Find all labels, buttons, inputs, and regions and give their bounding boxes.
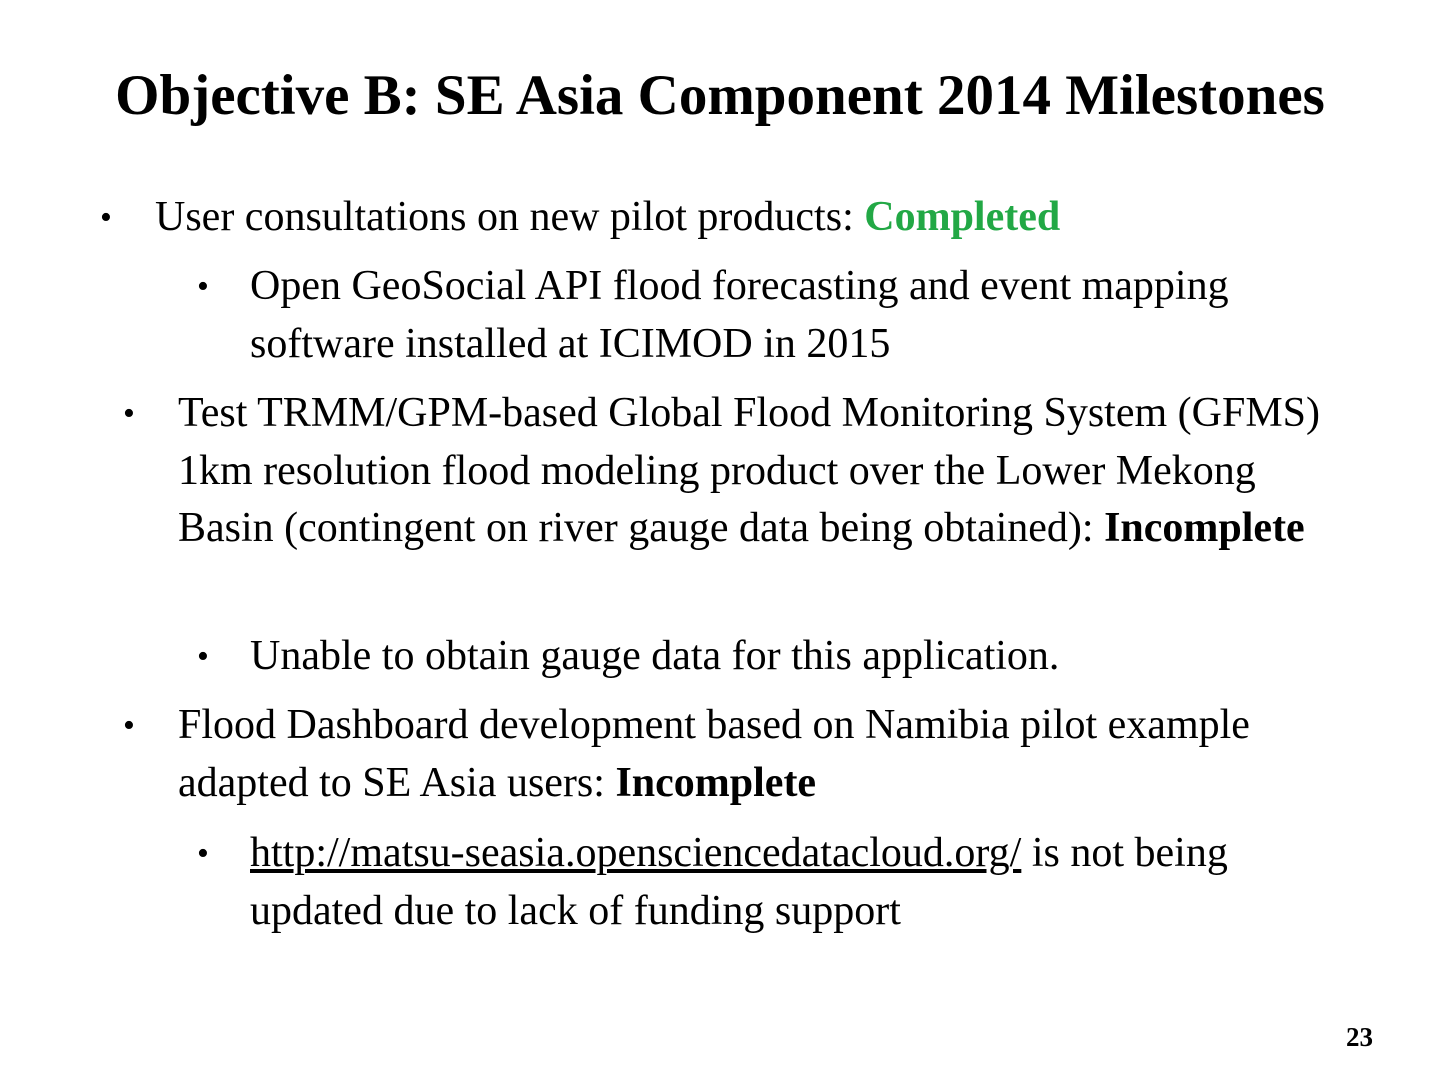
bullet-label: is not being updated due to lack of funding support [250,830,1228,934]
sub-bullet-geosocial-api [197,258,1320,373]
page-number: 23 [1346,1022,1373,1052]
bullet-item-gfms-test [123,385,1358,558]
bullet-text [178,385,1358,558]
bullet-text [178,697,1358,812]
bullet-icon: • [123,707,135,744]
slide-title: Objective B: SE Asia Component 2014 Milestones [115,64,1325,127]
bullet-text [250,825,1320,940]
status-incomplete: Incomplete [1104,505,1305,551]
bullet-label: Test TRMM/GPM-based Global Flood Monitoring System (GFMS) 1km resolution flood modeling product over the Lower Mekong Basin (contingent on river gauge data being obtained): [178,390,1321,551]
bullet-label: Flood Dashboard development based on Namibia pilot example adapted to SE Asia users: [178,702,1250,806]
bullet-text [155,189,1315,247]
bullet-text: Unable to obtain gauge data for this application. [250,633,1060,679]
bullet-label: User consultations on new pilot products: [155,194,865,240]
sub-bullet-gauge-data [197,628,1320,686]
bullet-icon: • [197,638,209,675]
bullet-item-flood-dashboard [123,697,1358,812]
bullet-item-user-consultations [100,189,1315,247]
bullet-icon: • [100,199,112,236]
sub-bullet-matsu-link [197,825,1320,940]
bullet-icon: • [197,835,209,872]
matsu-seasia-link[interactable]: http://matsu-seasia.opensciencedatacloud.org/ [250,830,1022,876]
bullet-text: Open GeoSocial API flood forecasting and event mapping software installed at ICIMOD in 2015 [250,263,1229,367]
bullet-icon: • [123,395,135,432]
status-completed: Completed [864,194,1061,240]
bullet-icon: • [197,268,209,305]
status-incomplete: Incomplete [615,759,817,806]
